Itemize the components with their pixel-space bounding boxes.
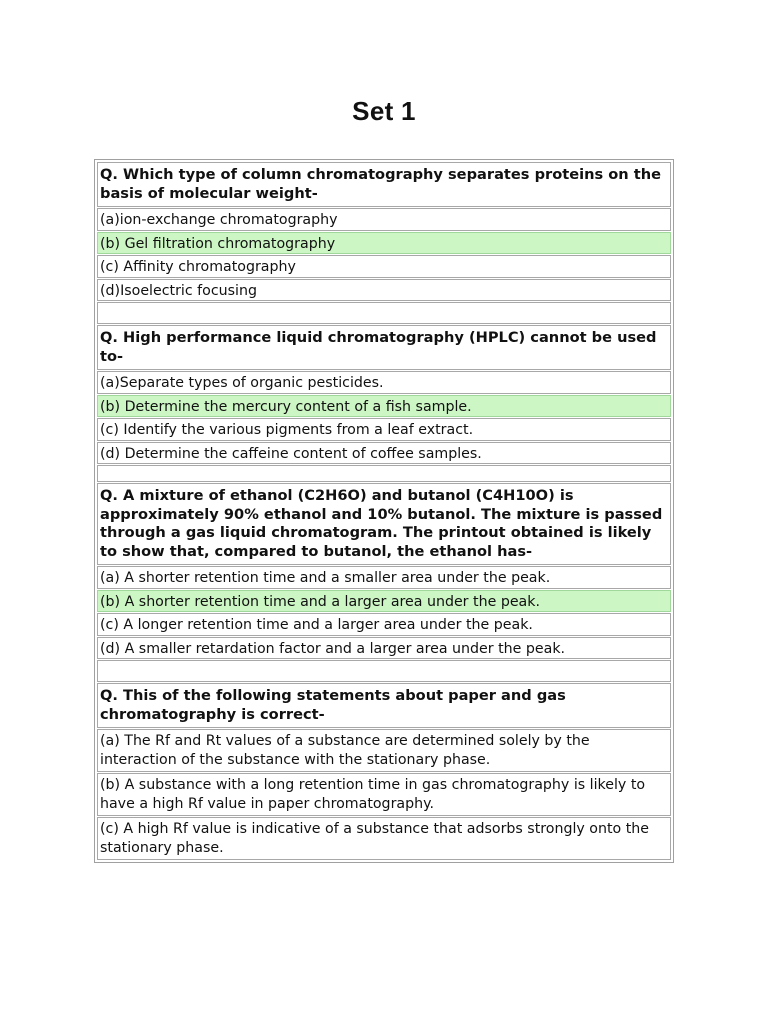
q4-option-a: (a) The Rf and Rt values of a substance are determined solely by the interaction of the substance with the stationary phase. <box>97 729 671 772</box>
spacer-row <box>97 660 671 682</box>
q1-option-d: (d)Isoelectric focusing <box>97 279 671 302</box>
question-3: Q. A mixture of ethanol (C2H6O) and butanol (C4H10O) is approximately 90% ethanol and 10% butanol. The mixture is passed through a gas liquid chromatogram. The printout obtained is likely to show that, compared to butanol, the ethanol has- <box>97 483 671 565</box>
q2-option-b-correct: (b) Determine the mercury content of a fish sample. <box>97 395 671 418</box>
q3-option-a: (a) A shorter retention time and a smaller area under the peak. <box>97 566 671 589</box>
q2-option-d: (d) Determine the caffeine content of coffee samples. <box>97 442 671 465</box>
quiz-table <box>94 159 674 863</box>
q3-option-b-correct: (b) A shorter retention time and a larger area under the peak. <box>97 590 671 613</box>
q2-option-a: (a)Separate types of organic pesticides. <box>97 371 671 394</box>
question-1: Q. Which type of column chromatography separates proteins on the basis of molecular weight- <box>97 162 671 207</box>
question-2: Q. High performance liquid chromatography (HPLC) cannot be used to- <box>97 325 671 370</box>
q2-option-c: (c) Identify the various pigments from a leaf extract. <box>97 418 671 441</box>
q1-option-c: (c) Affinity chromatography <box>97 255 671 278</box>
spacer-row <box>97 465 671 482</box>
spacer-row <box>97 302 671 324</box>
q4-option-c: (c) A high Rf value is indicative of a substance that adsorbs strongly onto the stationary phase. <box>97 817 671 860</box>
page-title: Set 1 <box>352 96 416 126</box>
question-4: Q. This of the following statements about paper and gas chromatography is correct- <box>97 683 671 728</box>
q3-option-c: (c) A longer retention time and a larger area under the peak. <box>97 613 671 636</box>
q4-option-b: (b) A substance with a long retention time in gas chromatography is likely to have a high Rf value in paper chromatography. <box>97 773 671 816</box>
q1-option-b-correct: (b) Gel filtration chromatography <box>97 232 671 255</box>
q1-option-a: (a)ion-exchange chromatography <box>97 208 671 231</box>
q3-option-d: (d) A smaller retardation factor and a larger area under the peak. <box>97 637 671 660</box>
